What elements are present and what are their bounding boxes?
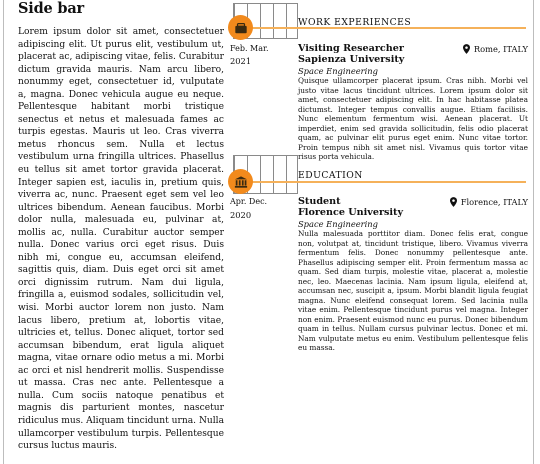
sidebar-body: Lorem ipsum dolor sit amet, consectetuer adipiscing elit. Ut purus elit, vestibulum ut, placerat ac, adipiscing vitae, felis. Curabitur dictum gravida mauris. Nam arcu libero, nonummy eget, consectetuer id, vulputate a, magna. Donec vehicula augue eu neque. Pellentesque habitant morbi tristique senectus et netus et malesuada fames ac turpis egestas. Mauris ut leo. Cras viverra metus rhoncus sem. Nulla et lectus vestibulum urna fringilla ultrices. Phasellus eu tellus sit amet tortor gravida placerat. Integer sapien est, iaculis in, pretium quis, viverra ac, nunc. Praesent eget sem vel leo ultrices bibendum. Aenean faucibus. Morbi dolor nulla, malesuada eu, pulvinar at, mollis ac, nulla. Curabitur auctor semper nulla. Donec varius orci eget risus. Duis nibh mi, congue eu, accumsan eleifend, sagittis quis, diam. Duis eget orci sit amet orci dignissim rutrum. Nam dui ligula, fringilla a, euismod sodales, sollicitudin vel, wisi. Morbi auctor lorem non justo. Nam lacus libero, pretium at, lobortis vitae, ultricies et, tellus. Donec aliquet, tortor sed accumsan bibendum, erat ligula aliquet magna, vitae ornare odio metus a mi. Morbi ac orci et nisl hendrerit mollis. Suspendisse ut massa. Cras nec ante. Pellentesque a nulla. Cum sociis natoque penatibus et magnis dis parturient montes, nascetur ridiculus mus. Aliquam tincidunt urna. Nulla ullamcorper vestibulum turpis. Pellentesque cursus luctus mauris. (18, 27, 224, 452)
education-location (450, 197, 528, 207)
work-section (228, 3, 528, 161)
work-description: Quisque ullamcorper placerat ipsum. Cras nibh. Morbi vel justo vitae lacus tincidunt ultrices. Lorem ipsum dolor sit amet, consectetuer adipiscing elit. In hac habitasse platea dictumst. Integer tempus convallis augue. Etiam facilisis. Nunc elementum fermentum wisi. Aenean placerat. Ut imperdiet, enim sed gravida sollicitudin, felis odio placerat quam, ac pulvinar elit purus eget enim. Nunc vitae tortor. Proin tempus nibh sit amet nisl. Vivamus quis tortor vitae risus porta vehicula. (298, 76, 528, 161)
education-description: Nulla malesuada porttitor diam. Donec felis erat, congue non, volutpat at, tincidunt tristique, libero. Vivamus viverra fermentum felis. Donec nonummy pellentesque ante. Phasellus adipiscing semper elit. Proin fermentum massa ac quam. Sed diam turpis, molestie vitae, placerat a, molestie nec, leo. Maecenas lacinia. Nam ipsum ligula, eleifend at, accumsan nec, suscipit a, ipsum. Morbi blandit ligula feugiat magna. Nunc eleifend consequat lorem. Sed lacinia nulla vitae enim. Pellentesque tincidunt purus vel magna. Integer non enim. Praesent euismod nunc eu purus. Donec bibendum quam in tellus. Nullam cursus pulvinar lectus. Donec et mi. Nam vulputate metus eu enim. Vestibulum pellentesque felis eu massa. (298, 229, 528, 352)
education-section (228, 155, 528, 355)
sidebar-title: Side bar (18, 0, 84, 17)
education-section-title: EDUCATION (298, 170, 363, 181)
location-pin-icon (450, 197, 457, 207)
education-dept: Space Engineering (298, 219, 378, 229)
work-date-range: Feb. Mar. (230, 44, 269, 53)
education-year: 2020 (230, 210, 252, 220)
briefcase-icon (228, 15, 253, 40)
work-location (463, 44, 528, 54)
work-year: 2021 (230, 56, 252, 66)
location-pin-icon (463, 44, 470, 54)
sidebar (18, 0, 224, 453)
work-section-title: WORK EXPERIENCES (298, 17, 412, 28)
education-role: Student (298, 196, 341, 207)
page (3, 0, 534, 464)
work-org: Sapienza University (298, 54, 405, 65)
education-location-text: Florence, ITALY (460, 197, 528, 207)
work-dept: Space Engineering (298, 66, 378, 76)
education-date-range: Apr. Dec. (230, 197, 268, 206)
education-org: Florence University (298, 207, 404, 218)
education-section-rule (230, 181, 526, 183)
work-location-text: Rome, ITALY (473, 44, 528, 54)
university-icon (228, 169, 253, 194)
work-role: Visiting Researcher (298, 43, 404, 54)
